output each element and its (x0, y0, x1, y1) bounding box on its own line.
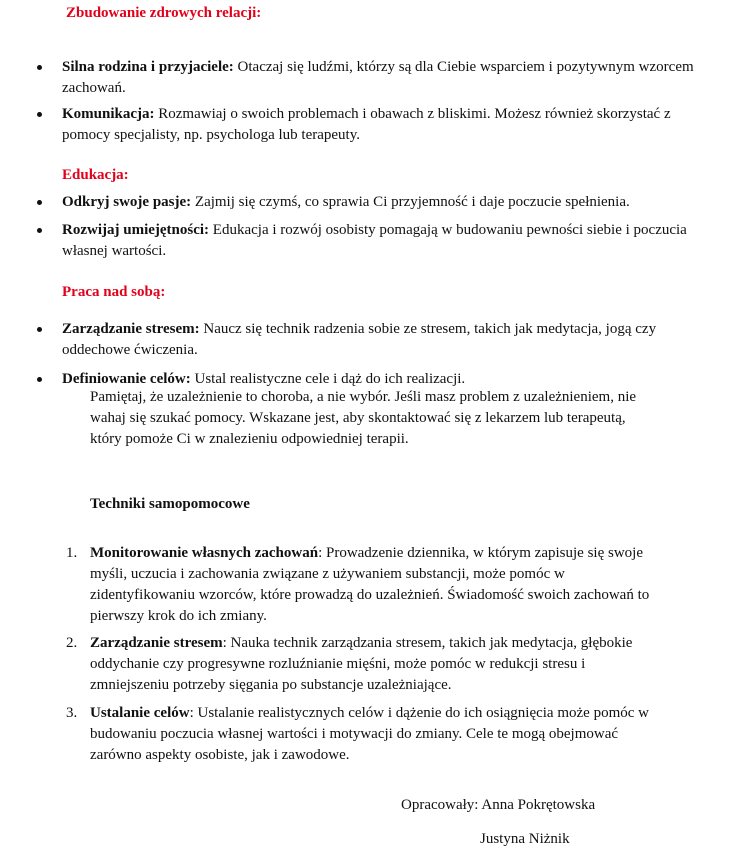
item-number: 1. (66, 545, 78, 561)
bullet-icon (37, 228, 42, 233)
section-heading-education: Edukacja: (62, 167, 129, 183)
bullet-icon (37, 377, 42, 382)
bullet-icon (37, 200, 42, 205)
item-text: Naucz się technik radzenia sobie ze stresem, takich jak medytacja, jogą czy oddechowe ćwiczenia. (62, 321, 657, 358)
item-title: Silna rodzina i przyjaciele: (62, 59, 234, 75)
list-item (62, 104, 722, 146)
item-text: Ustal realistyczne cele i dąż do ich realizacji. (190, 371, 466, 387)
list-item (62, 57, 722, 99)
item-text: Zajmij się czymś, co sprawia Ci przyjemność i daje poczucie spełnienia. (191, 194, 630, 210)
item-text: : Nauka technik zarządzania stresem, takich jak medytacja, głębokie oddychanie czy progresywne rozluźnianie mięśni, może pomóc w redukcji stresu i zmniejszeniu potrzeby sięgania po substancje uzależniające. (90, 635, 633, 693)
item-number: 3. (66, 705, 78, 721)
item-title: Ustalanie celów (90, 705, 190, 721)
section-heading-relations: Zbudowanie zdrowych relacji: (66, 5, 262, 21)
bullet-icon (37, 112, 42, 117)
numbered-item (66, 703, 670, 766)
list-item (62, 192, 722, 213)
bullet-icon (37, 327, 42, 332)
item-title: Rozwijaj umiejętności: (62, 222, 210, 238)
item-title: Zarządzanie stresem (90, 635, 223, 651)
techniques-heading: Techniki samopomocowe (90, 496, 250, 512)
author-credit-second: Justyna Niżnik (480, 831, 570, 847)
help-note: Pamiętaj, że uzależnienie to choroba, a nie wybór. Jeśli masz problem z uzależnieniem, nie wahaj się szukać pomocy. Wskazane jest, aby skontaktować się z lekarzem lub terapeutą, który pomoże Ci w znalezieniu odpowiedniej terapii. (90, 389, 637, 447)
item-text: Otaczaj się ludźmi, którzy są dla Ciebie wsparciem i pozytywnym wzorcem zachowań. (62, 59, 694, 96)
item-text: : Prowadzenie dziennika, w którym zapisuje się swoje myśli, uczucia i zachowania związane z używaniem substancji, może pomóc w zidentyfikowaniu wzorców, które prowadzą do uzależnień. Świadomość swoich zachowań to pierwszy krok do ich zmiany. (90, 545, 650, 624)
item-text: Edukacja i rozwój osobisty pomagają w budowaniu pewności siebie i poczucia własnej wartości. (62, 222, 687, 259)
section-heading-self-work: Praca nad sobą: (62, 284, 166, 300)
numbered-item (66, 633, 660, 696)
list-item (62, 220, 722, 262)
author-credit: Opracowały: Anna Pokrętowska (401, 797, 596, 813)
item-text: : Ustalanie realistycznych celów i dążenie do ich osiągnięcia może pomóc w budowaniu poczucia własnej wartości i motywacji do zmiany. Cele te mogą obejmować zarówno aspekty osobiste, jak i zawodowe. (90, 705, 649, 763)
item-number: 2. (66, 635, 78, 651)
numbered-item (66, 543, 672, 627)
item-title: Komunikacja: (62, 106, 155, 122)
list-item (62, 319, 722, 361)
item-text: Rozmawiaj o swoich problemach i obawach z bliskimi. Możesz również skorzystać z pomocy specjalisty, np. psychologa lub terapeuty. (62, 106, 671, 143)
item-title: Definiowanie celów: (62, 371, 191, 387)
item-title: Zarządzanie stresem: (62, 321, 200, 337)
item-title: Odkryj swoje pasje: (62, 194, 192, 210)
item-title: Monitorowanie własnych zachowań (90, 545, 319, 561)
bullet-icon (37, 65, 42, 70)
